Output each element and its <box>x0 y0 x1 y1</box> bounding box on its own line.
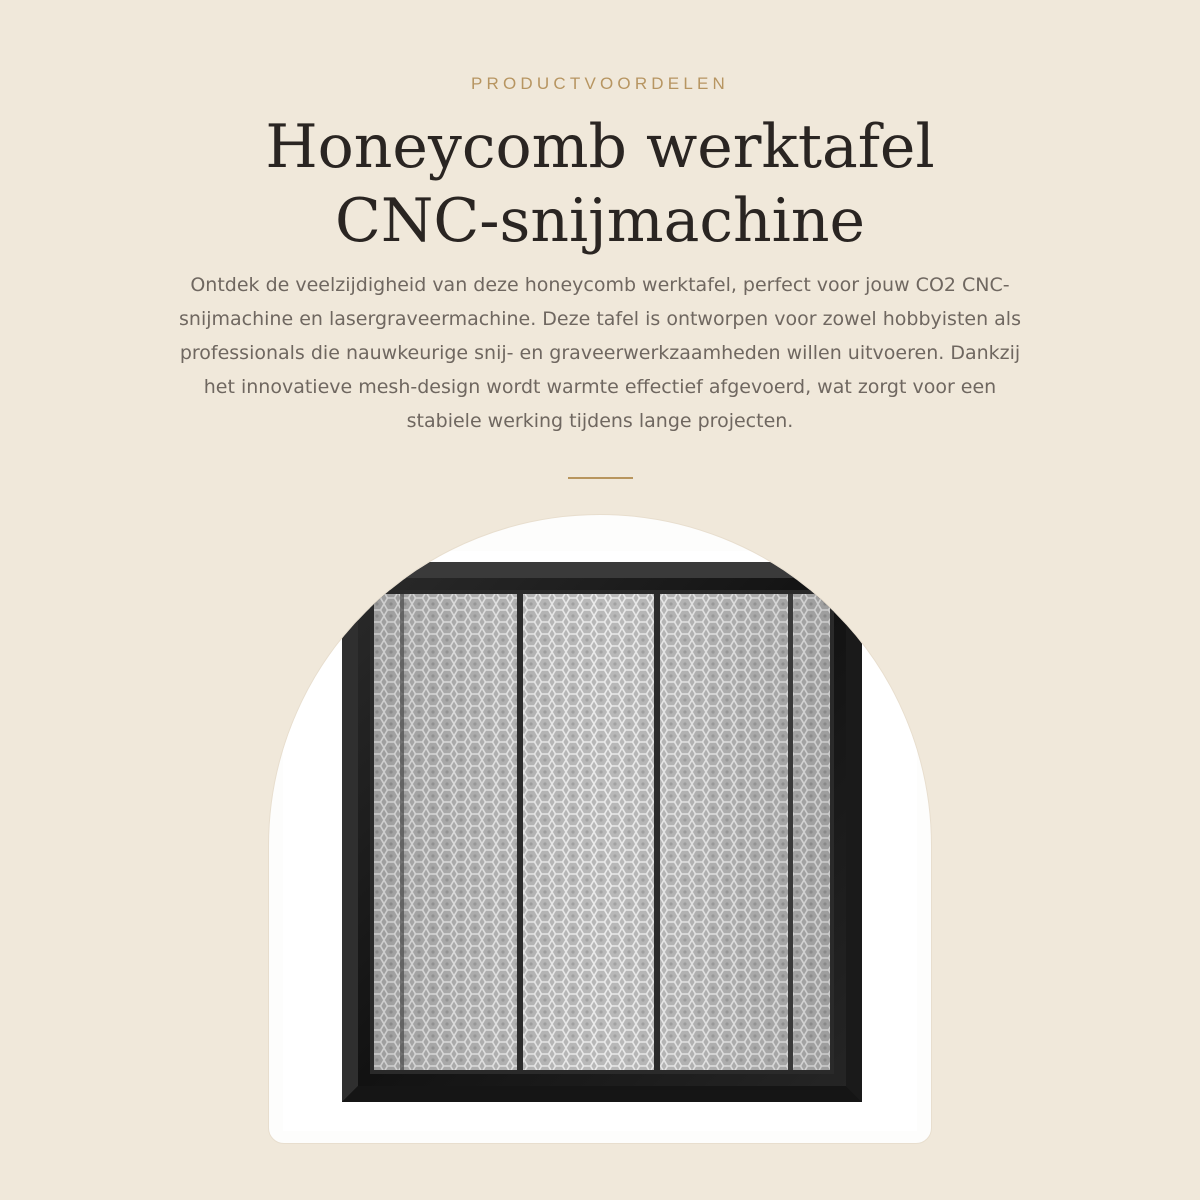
accent-divider <box>568 477 633 479</box>
frame-bevel-left <box>342 562 358 1102</box>
section-eyebrow: PRODUCTVOORDELEN <box>470 74 729 93</box>
frame-bevel-top <box>342 562 862 578</box>
product-image-area <box>283 551 917 1131</box>
title-line-1: Honeycomb werktafel <box>265 112 935 182</box>
mesh-shading <box>374 594 830 1070</box>
support-bar-3 <box>788 594 793 1070</box>
support-bar-2 <box>654 594 660 1070</box>
product-description: Ontdek de veelzijdigheid van deze honeycomb werktafel, perfect voor jouw CO2 CNC-snijmachine en lasergraveermachine. Deze tafel is ontworpen voor zowel hobbyisten als professionals die nauwkeurige snij- en graveerwerkzaamheden willen uitvoeren. Dankzij het innovatieve mesh-design wordt warmte effectief afgevoerd, wat zorgt voor een stabiele werking tijdens lange projecten. <box>179 274 1021 432</box>
frame-bevel-bottom <box>342 1086 862 1102</box>
product-image-card <box>268 514 932 1144</box>
title-line-2: CNC-snijmachine <box>334 186 866 256</box>
frame-bevel-right <box>846 562 862 1102</box>
support-bar-1 <box>517 594 523 1070</box>
honeycomb-table-image <box>342 562 862 1102</box>
support-bar-4 <box>400 594 404 1070</box>
page-title <box>100 110 1100 258</box>
